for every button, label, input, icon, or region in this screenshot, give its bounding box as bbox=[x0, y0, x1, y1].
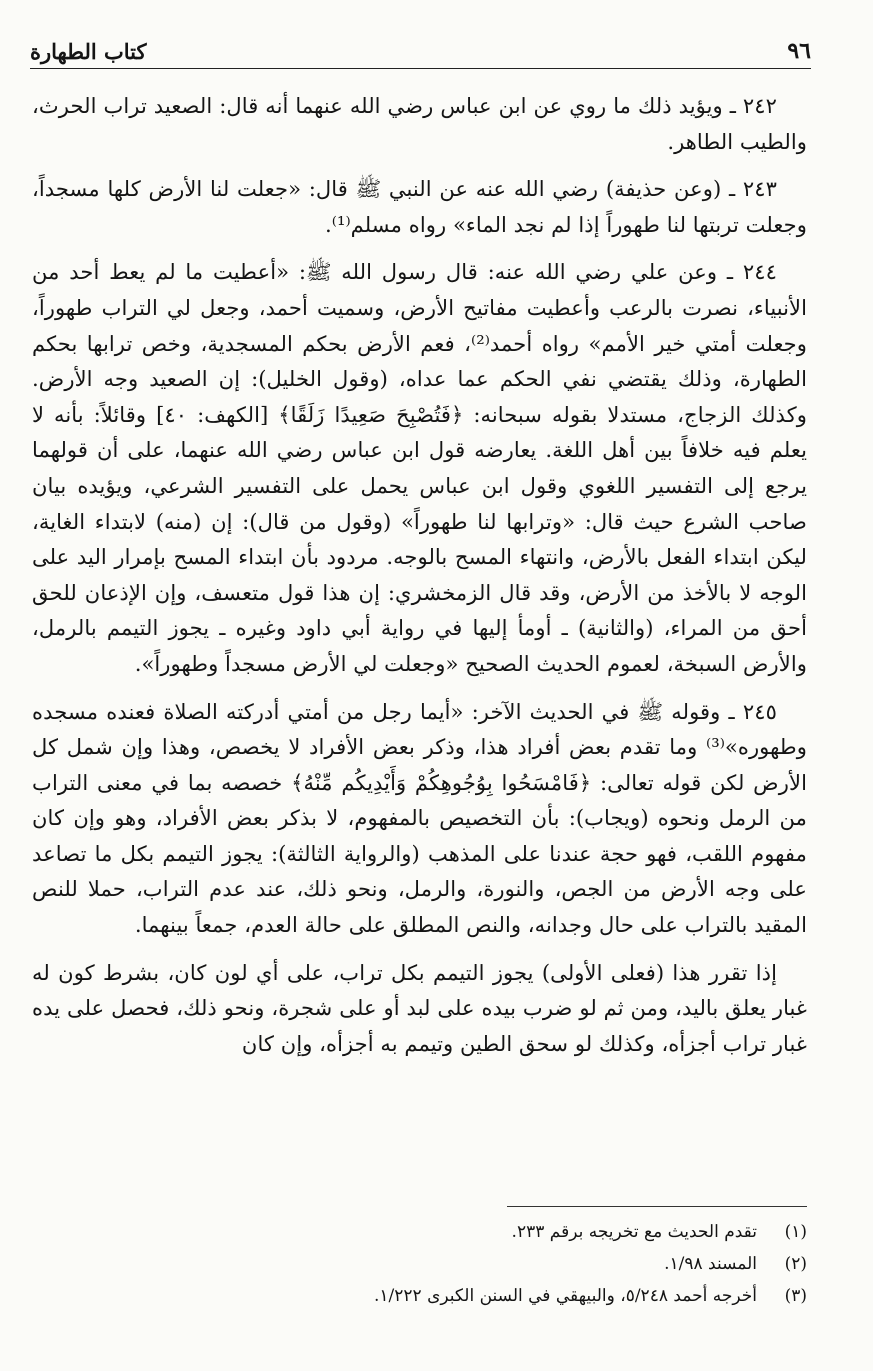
footnote-divider bbox=[507, 1206, 807, 1207]
footnote-number: (١) bbox=[784, 1222, 807, 1242]
footnote-text: تقدم الحديث مع تخريجه برقم ٢٣٣. bbox=[511, 1222, 757, 1242]
footnote-item bbox=[60, 1248, 807, 1280]
footnotes bbox=[60, 1216, 807, 1312]
footnote-number: (٢) bbox=[784, 1254, 807, 1274]
footnote-text: أخرجه أحمد ٥/٢٤٨، والبيهقي في السنن الكبرى ١/٢٢٢. bbox=[374, 1286, 757, 1306]
paragraph-242: ٢٤٢ ـ ويؤيد ذلك ما روي عن ابن عباس رضي الله عنهما أنه قال: الصعيد تراب الحرث، والطيب الطاهر. bbox=[32, 93, 807, 154]
footnote-item bbox=[60, 1280, 807, 1312]
footnote-item bbox=[60, 1216, 807, 1248]
paragraph-245: ٢٤٥ ـ وقوله ﷺ في الحديث الآخر: «أيما رجل من أمتي أدركته الصلاة فعنده مسجده وطهوره»⁽³⁾ وما تقدم بعض أفراد هذا، وذكر بعض الأفراد لا يخصص، وهذا وإن شمل كل الأرض لكن قوله تعالى: ﴿فَامْسَحُوا بِوُجُوهِكُمْ وَأَيْدِيكُم مِّنْهُ﴾ خصصه بما في معنى التراب من الرمل ونحوه (ويجاب): بأن التخصيص بالمفهوم، لا بذكر بعض الأفراد، وهو وإن كان مفهوم اللقب، فهو حجة عندنا على المذهب (والرواية الثالثة): يجوز التيمم بكل ما تصاعد على وجه الأرض من الجص، والنورة، والرمل، ونحو ذلك، عند عدم التراب، حملا للنص المقيد بالتراب على حال وجدانه، والنص المطلق على حالة العدم، جمعاً بينهما. bbox=[32, 698, 807, 938]
paragraph-243: ٢٤٣ ـ (وعن حذيفة) رضي الله عنه عن النبي ﷺ قال: «جعلت لنا الأرض كلها مسجداً، وجعلت تربتها لنا طهوراً إذا لم نجد الماء» رواه مسلم⁽¹⁾. bbox=[32, 176, 807, 237]
footnote-number: (٣) bbox=[784, 1286, 807, 1306]
running-title: كتاب الطهارة bbox=[30, 39, 147, 64]
paragraph-continuation: إذا تقرر هذا (فعلى الأولى) يجوز التيمم بكل تراب، على أي لون كان، بشرط كون له غبار يعلق باليد، ومن ثم لو ضرب بيده على لبد أو على شجرة، ونحو ذلك، فحصل على يده غبار تراب أجزأه، وكذلك لو سحق الطين وتيمم به أجزأه، وإن كان bbox=[32, 959, 807, 1056]
page-number: ٩٦ bbox=[787, 38, 811, 64]
main-text bbox=[32, 88, 807, 1073]
footnote-text: المسند ١/٩٨. bbox=[664, 1254, 757, 1274]
paragraph-244: ٢٤٤ ـ وعن علي رضي الله عنه: قال رسول الله ﷺ: «أعطيت ما لم يعط أحد من الأنبياء، نصرت بالرعب وأعطيت مفاتيح الأرض، وسميت أحمد، وجعل لي التراب طهوراً، وجعلت أمتي خير الأمم» رواه أحمد⁽²⁾، فعم الأرض بحكم المسجدية، وخص ترابها بحكم الطهارة، وذلك يقتضي نفي الحكم عما عداه، (وقول الخليل): إن الصعيد وجه الأرض. وكذلك الزجاج، مستدلا بقوله سبحانه: ﴿فَتُصْبِحَ صَعِيدًا زَلَقًا﴾ [الكهف: ٤٠] وقائلاً: بأنه لا يعلم فيه خلافاً بين أهل اللغة. يعارضه قول ابن عباس رضي الله عنهما، على أن قولهما يرجع إلى التفسير اللغوي وقول ابن عباس يحمل على التفسير الشرعي، ويؤيده بيان صاحب الشرع حيث قال: «وترابها لنا طهوراً» (وقول من قال): إن (منه) لابتداء الغاية، ليكن ابتداء الفعل بالأرض، وانتهاء المسح بالوجه. مردود بأن ابتداء المسح بإمرار اليد على الوجه لا بالأخذ من الأرض، وقد قال الزمخشري: إن هذا قول متعسف، وإن الإذعان للحق أحق من المراء، (والثانية) ـ أومأ إليها في رواية أبي داود وغيره ـ يجوز التيمم بالرمل، والأرض السبخة، لعموم الحديث الصحيح «وجعلت لي الأرض مسجداً وطهوراً». bbox=[32, 259, 808, 676]
page-header bbox=[30, 28, 811, 69]
